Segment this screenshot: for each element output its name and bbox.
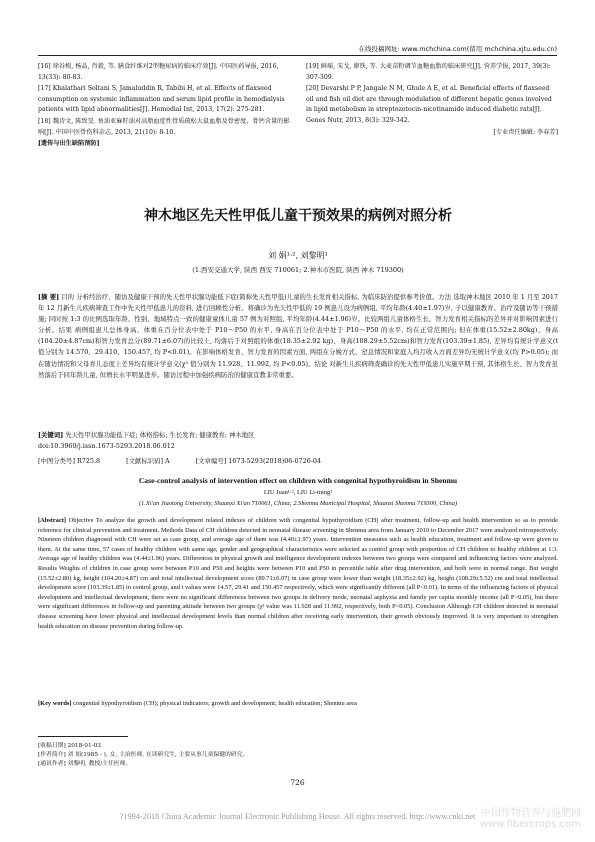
- article-affiliation: (1.西安交通大学, 陕西 西安 710061; 2.神木市医院, 陕西 神木 719300): [192, 266, 404, 274]
- reference-text: 魏诗文, 陈致旻. 鱼油亚麻籽油对高脂血症性骨质疏松大鼠血脂及骨密度、骨钙含量的影响[J]. 中国中医骨伤科杂志, 2013, 21(10): 8-10.: [38, 117, 290, 136]
- footnote-corresponding: [通讯作者] 刘黎明, 教授/主任医师。: [38, 761, 132, 767]
- reference-number: [19]: [306, 63, 319, 70]
- section-category: [38, 139, 290, 150]
- english-abstract-label: [Abstract]: [38, 517, 67, 524]
- journal-url-header: 在线投稿网址: www.mchchina.com(留用 mchchina.xjtu.edu.cn): [358, 45, 557, 53]
- classification-line: [38, 456, 558, 465]
- abstract-text: 目的 分析经治疗、随访及健康干预的先天性甲状腺功能低下症(简称先天性甲低)儿童的生长发育相关指标, 为临床防治提供参考价值。方法 选取神木地区 2010 年 1 月至 2017 年 12 月新生儿疾病筛查工作中先天性甲低患儿的资料, 进行回顾性分析。将确诊为先天性甲低的 19 例患儿设为病例组, 平均年龄(4.40±1.97)岁, 子以健康教育、治疗及随访等干预措施; 同时按 1:3 的比例选取年龄、性别、地域特点一致的健康童体儿童 57 例为对照组, 平均年龄(4.44±1.96)岁。比较两组儿童体格生长、智力发育相关指标的差异并对影响因素进行分析。结果 病例组患儿总体身高、体重在百分位表中处于 P10～P50 的水平, 身高在百分位表中处于 P10～P50 的水平, 均在正常范围内; 但在体重(15.52±2.80kg)、身高(104.20±4.87cm)和智力发育总分(89.71±6.07)的比较上, 均落后于对照组的体重(18.35±2.92 kg)、身高(108.29±5.52cm)和智力发育(103.39±1.85), 差异均有统计学意义(t 值分别为 14.570、29.410、150.457, 均 P<0.01)。在影响体格发育、智力发育的因素方面, 两组在分娩方式、窒息情况和家庭人均月收入方面差异均无统计学意义(均 P>0.05); 而在随访情况和父母育儿态度上差异均有统计学意义(χ² 值分别为 11.928、11.992, 均 P<0.05)。结论 对新生儿疾病筛查确诊的先天性甲低患儿实施早期干预, 其体格生长、智力发育虽然落后于同年龄儿童, 但增长水平明显进步。随访过程中加强疾病防治的健康宣教非常重要。: [38, 293, 558, 379]
- abstract-label: [摘 要]: [38, 293, 60, 301]
- english-keywords-label: [Key words]: [38, 700, 72, 707]
- reference-item: [306, 62, 558, 83]
- reference-text: 鲜瑶, 宋戈, 廖铁, 等. 大麦苗粉调节血糖血脂的临床研究[J]. 营养学报, 2017, 39(3): 307-309.: [306, 63, 551, 81]
- english-title: Case-control analysis of intervention effect on children with congenital hypothyroidism in Shenmu: [138, 476, 458, 485]
- document-code: [文献标识码] A: [126, 457, 170, 465]
- watermark: 中国作物营养与施肥网 www.fibercrops.com: [479, 808, 581, 830]
- reference-item: [38, 84, 290, 116]
- english-authors: LIU Juan¹·², LIU Li-ming¹: [263, 489, 333, 496]
- footnote-rule: [38, 736, 128, 737]
- english-abstract: [38, 516, 558, 631]
- keywords-text: 先天性甲状腺功能低下症; 体格指标; 生长发育; 健康教育; 神木地区: [65, 431, 255, 439]
- reference-column-left: [38, 62, 290, 151]
- english-abstract-text: Objective To analyze the growth and development related indexes of children with congenital hypothyroidism (CH) after treatment, follow-up and health intervention so as to provide reference for clinical prevention and treatment. Methods Data of CH children detected in neonatal disease screening in Shenmu area from January 2010 to December 2017 were analyzed retrospectively. Nineteen children diagnosed with CH were set as case group, and average age of them was (4.40±1.97) years. Intervention measures such as health education, treatment and follow-up were given to them. At the same time, 57 cases of healthy children with same age, gender and geographical characteristics were selected as control group with proportion of CH children to healthy children at 1:3. Average age of healthy children was (4.44±1.96) years. Differences in physical growth and intelligence development indexes between two groups were compared and influencing factors were analyzed. Results Weights of children in case group were between P10 and P50 and heights were between P10 and P50 in percentile table after drug intervention, and both were in normal range. But weight (15.52±2.80) kg, height (104.20±4.87) cm and total intellectual development score (89.71±6.07) in case group were lower than weight (18.35±2.92) kg, height (108.29±5.52) cm and total intellectual development score (103.39±1.85) in control group, and t values were 14.57, 29.41 and 150.457 respectively, which were significantly different (all P<0.01). In terms of the influencing factors of physical development and intellectual development, there were no significant differences between two groups in delivery mode, neonatal asphyxia and family per capita monthly income (all P>0.05), but there were significant differences in follow-up and parenting attitude between two groups (χ² value was 11.928 and 11.992, respectively, both P<0.05). Conclusion Although CH children detected in neonatal disease screening have lower physical and intellectual development levels than normal children after receiving early intervention, their growth obviously improved. It is very important to strengthen health education on disease prevention during follow-up.: [38, 517, 558, 630]
- page-number: 726: [290, 778, 305, 787]
- reference-list: [38, 62, 558, 151]
- reference-number: [18]: [38, 117, 51, 125]
- reference-item: [38, 117, 290, 138]
- article-authors: 刘 娟¹·², 刘黎明¹: [268, 251, 328, 260]
- reference-text: Khalatbari Soltani S, Jamaluddin R, Tabibi H, et al. Effects of flaxseed consumption on systemic inflammation and serum lipid profile in hemodialysis patients with lipid abnormalities[J]. Hemodial Int, 2013, 17(2): 275-281.: [38, 85, 285, 114]
- chinese-abstract: [38, 292, 558, 381]
- section-category-label: [遗传与出生缺陷预防]: [38, 140, 100, 148]
- editor-note: [306, 128, 558, 139]
- editor-note-text: [专业责任编辑: 李春芳]: [493, 128, 558, 136]
- chinese-keywords: [38, 430, 558, 452]
- copyright-footer: ?1994-2018 China Academic Journal Electronic Publishing House. All rights reserved. http://www.cnki.net: [119, 812, 476, 821]
- article-title: 神木地区先天性甲低儿童干预效果的病例对照分析: [144, 208, 452, 224]
- reference-number: [17]: [38, 85, 51, 93]
- reference-number: [16]: [38, 63, 51, 70]
- english-keywords: [38, 700, 558, 707]
- footnote-received: [收稿日期] 2018-01-03: [38, 743, 101, 749]
- reference-text: Devarshi P P, Jangale N M, Ghule A E, et al. Beneficial effects of flaxseed oil and fish oil diet are through modulation of different hepatic genes involved in lipid metabolism in streptozotocin-nicotinamide induced diabetic rats[J]. Genes Nutr, 2013, 8(3): 329-342.: [306, 85, 552, 124]
- reference-item: [306, 84, 558, 126]
- english-keywords-text: congenital hypothyroidism (CH); physical indicators; growth and development; health education; Shenmu area: [73, 700, 357, 707]
- article-number: [文章编号] 1673-5293(2018)06-0726-04: [195, 457, 322, 465]
- reference-column-right: [306, 62, 558, 151]
- reference-number: [20]: [306, 85, 319, 93]
- class-number: [中图分类号] R725.8: [38, 457, 101, 465]
- footnote-author-bio: [作者简介] 刘 娟(1985 - ), 女, 主治医师, 在读研究生, 主要从事儿童保健的研究。: [38, 752, 249, 758]
- doi: doi:10.3969/j.issn.1673-5293.2018.06.012: [38, 442, 175, 450]
- reference-item: [38, 62, 290, 83]
- keywords-label: [关键词]: [38, 431, 64, 439]
- reference-text: 徐谷根, 杨晶, 肖毅, 等. 膳食纤维对2型糖尿病的临床疗效[J]. 中国医药导报, 2016, 13(33): 80-83.: [38, 63, 279, 81]
- header-rule: [38, 55, 557, 56]
- english-affiliation: (1.Xi'an Jiaotong University, Shaanxi Xi'an 710061, China; 2.Shenmu Municipal Hospital, Shaanxi Shenmu 719300, China): [138, 500, 458, 507]
